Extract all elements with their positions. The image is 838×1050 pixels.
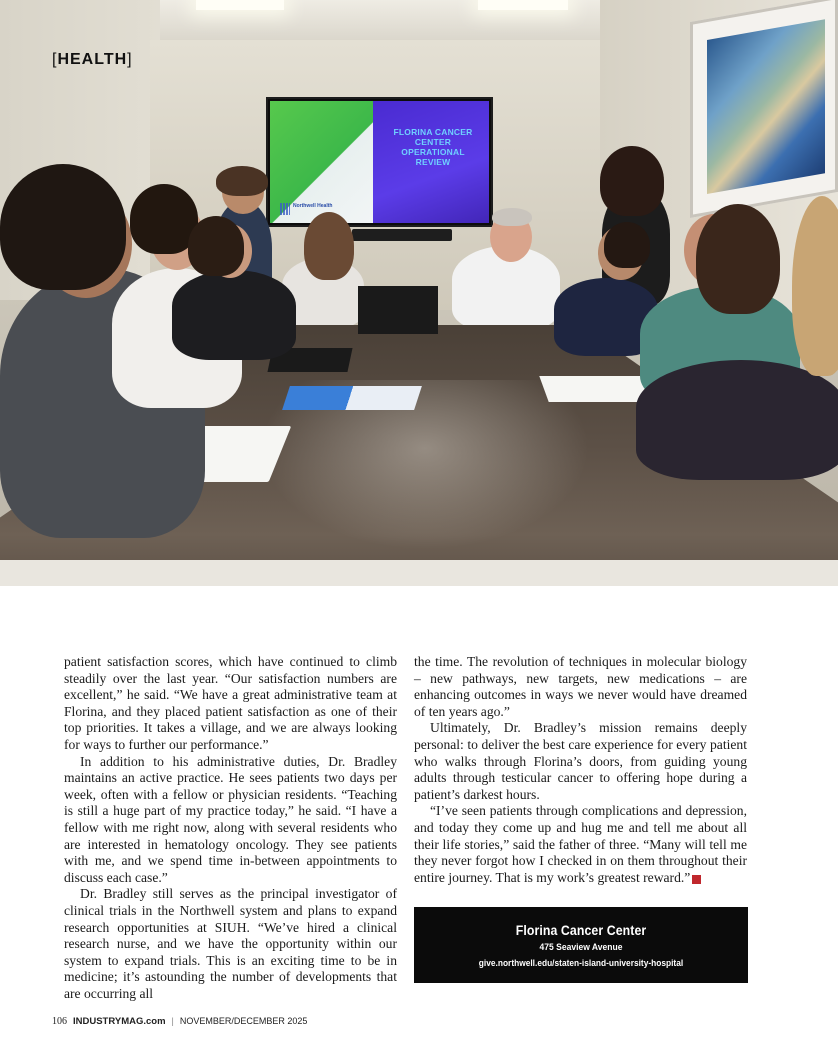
section-label: HEALTH xyxy=(57,51,128,68)
person-hair xyxy=(492,208,532,226)
paragraph: Ultimately, Dr. Bradley’s mission remains deeply personal: to deliver the best care experience for every patient who walks through Florina’s doors, from guiding young adults through testicular cancer to offering hope during a patient’s darkest hours. xyxy=(414,720,747,802)
report-folder xyxy=(282,386,422,410)
article-column-right xyxy=(414,654,747,886)
paragraph: In addition to his administrative duties, Dr. Bradley maintains an active practice. He sees patients two days per week, often with a fellow or physician residents. “Teaching is still a huge part of my practice today,” he said. “I have a fellow with me right now, along with several residents who are interested in hematology oncology. They see patients with me, and we spend time in-between appointments to discuss each case.” xyxy=(64,753,397,885)
section-tag: [HEALTH] xyxy=(52,51,133,68)
floor xyxy=(0,560,838,586)
person-hair xyxy=(216,166,268,196)
soundbar xyxy=(352,229,452,241)
info-box-address: 475 Seaview Avenue xyxy=(539,942,623,953)
paragraph: Dr. Bradley still serves as the principal investigator of clinical trials in the Northwell system and plans to expand research opportunities at SIUH. “We’ve hired a clinical research nurse, and we have the opportunity within our system to expand trials. This is an exciting time to be in medicine; it’s astounding the number of developments that are occurring all xyxy=(64,886,397,1001)
issue-date: NOVEMBER/DECEMBER 2025 xyxy=(179,1016,308,1026)
ceiling-light xyxy=(478,0,568,10)
end-of-story-mark: I xyxy=(692,875,701,884)
person-hair xyxy=(696,204,780,314)
screen-logo-text: Northwell Health xyxy=(293,203,333,209)
presentation-screen xyxy=(266,97,493,227)
person-floral-top xyxy=(636,360,838,480)
paragraph-text: “I’ve seen patients through complications and depression, and today they come up and hug me and tell me about all their life stories,” said the father of three. “Many will tell me they never forgot how I checked in on them throughout their entire journey. That is my work’s greatest reward.” xyxy=(414,803,747,885)
person-hair xyxy=(600,146,664,216)
info-box-name: Florina Cancer Center xyxy=(515,922,647,938)
footer-separator: | xyxy=(171,1016,174,1026)
person-hair xyxy=(304,212,354,280)
person-hair xyxy=(0,164,126,290)
screen-title: FLORINA CANCER CENTER OPERATIONAL REVIEW xyxy=(393,127,473,167)
magazine-name: INDUSTRYMAG.com xyxy=(73,1016,166,1027)
page-number: 106 xyxy=(52,1016,67,1027)
paragraph-final xyxy=(414,803,747,886)
person-black-jacket xyxy=(172,270,296,360)
wall-painting xyxy=(690,0,838,218)
page-footer xyxy=(52,1016,307,1027)
ceiling-light xyxy=(196,0,284,10)
info-box-url: give.northwell.edu/staten-island-university-hospital xyxy=(478,958,684,969)
person-hair xyxy=(188,216,244,276)
article-column-left xyxy=(64,654,397,1002)
screen-graphic xyxy=(270,101,373,223)
person-hair xyxy=(604,222,650,268)
paragraph: the time. The revolution of techniques in molecular biology – new pathways, new targets, new medications – are enhancing outcomes in ways we never would have dreamed of ten years ago.” xyxy=(414,654,747,719)
paragraph: patient satisfaction scores, which have continued to climb steadily over the last year. “Our satisfaction numbers are excellent,” he said. “We have a great administrative team at Florina, and they placed patient satisfaction as one of their top priorities. It takes a village, and we are always looking for ways to further our performance.” xyxy=(64,654,397,752)
screen-title-panel xyxy=(373,101,489,223)
laptop xyxy=(358,286,438,334)
contact-info-box xyxy=(414,907,748,983)
